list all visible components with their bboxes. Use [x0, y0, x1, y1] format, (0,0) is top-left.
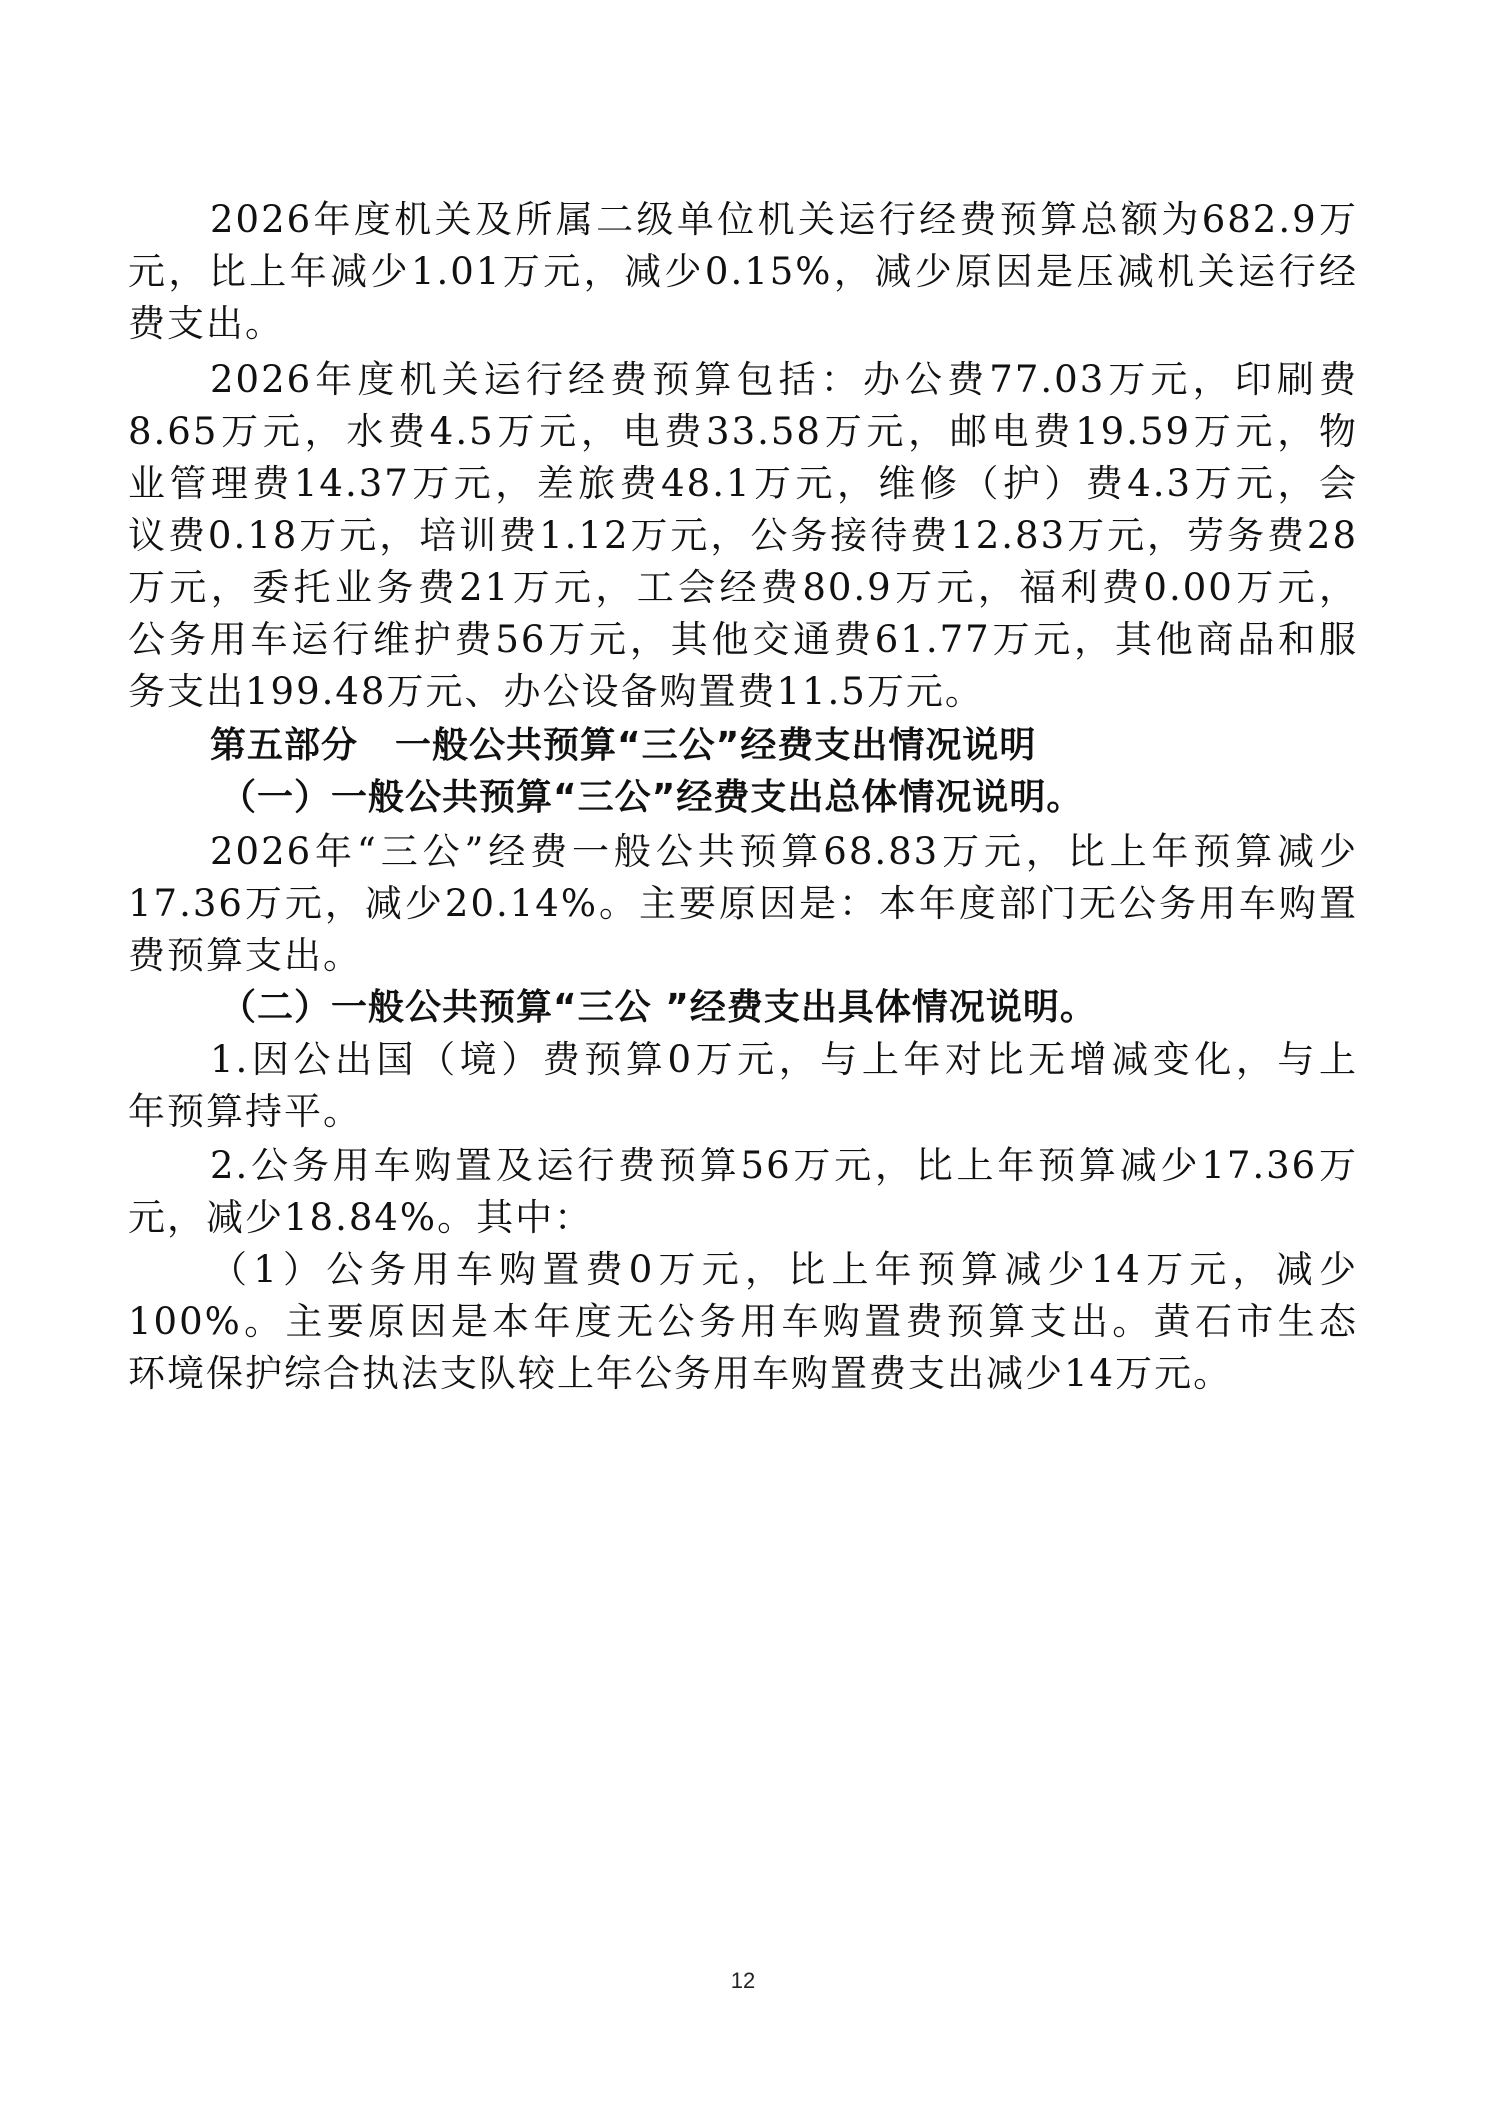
body-text-line: 2026年度机关及所属二级单位机关运行经费预算总额为682.9万 [210, 198, 1358, 241]
body-text-line: 元，减少18.84%。其中： [128, 1196, 594, 1239]
body-text-line: 年预算持平。 [128, 1090, 362, 1133]
body-text-line: 1.因公出国（境）费预算0万元，与上年对比无增减变化，与上 [210, 1038, 1358, 1081]
subsection-heading: （一）一般公共预算“三公”经费支出总体情况说明。 [220, 777, 1084, 818]
body-text-line: 公务用车运行维护费56万元，其他交通费61.77万元，其他商品和服 [128, 618, 1358, 661]
body-text-line: 100%。主要原因是本年度无公务用车购置费预算支出。黄石市生态 [128, 1300, 1358, 1343]
body-text-line: 17.36万元，减少20.14%。主要原因是：本年度部门无公务用车购置 [128, 882, 1358, 925]
subsection-heading: （二）一般公共预算“三公 ”经费支出具体情况说明。 [220, 987, 1097, 1028]
body-text-line: 环境保护综合执法支队较上年公务用车购置费支出减少14万元。 [128, 1352, 1233, 1395]
body-text-line: 费支出。 [128, 302, 284, 345]
page-number: 12 [730, 1968, 756, 1993]
body-text-line: 2026年“三公”经费一般公共预算68.83万元，比上年预算减少 [210, 830, 1358, 873]
section-heading: 第五部分 一般公共预算“三公”经费支出情况说明 [210, 725, 1037, 766]
body-text-line: （1）公务用车购置费0万元，比上年预算减少14万元，减少 [210, 1248, 1358, 1291]
body-text-line: 务支出199.48万元、办公设备购置费11.5万元。 [128, 670, 984, 713]
body-text-line: 2.公务用车购置及运行费预算56万元，比上年预算减少17.36万 [210, 1144, 1358, 1187]
body-text-line: 2026年度机关运行经费预算包括：办公费77.03万元，印刷费 [210, 358, 1358, 401]
body-text-line: 费预算支出。 [128, 934, 362, 977]
body-text-line: 议费0.18万元，培训费1.12万元，公务接待费12.83万元，劳务费28 [128, 514, 1358, 557]
body-text-line: 万元，委托业务费21万元，工会经费80.9万元，福利费0.00万元， [128, 566, 1358, 609]
body-text-line: 业管理费14.37万元，差旅费48.1万元，维修（护）费4.3万元，会 [128, 462, 1358, 505]
body-text-line: 元，比上年减少1.01万元，减少0.15%，减少原因是压减机关运行经 [128, 250, 1358, 293]
body-text-line: 8.65万元，水费4.5万元，电费33.58万元，邮电费19.59万元，物 [128, 410, 1358, 453]
